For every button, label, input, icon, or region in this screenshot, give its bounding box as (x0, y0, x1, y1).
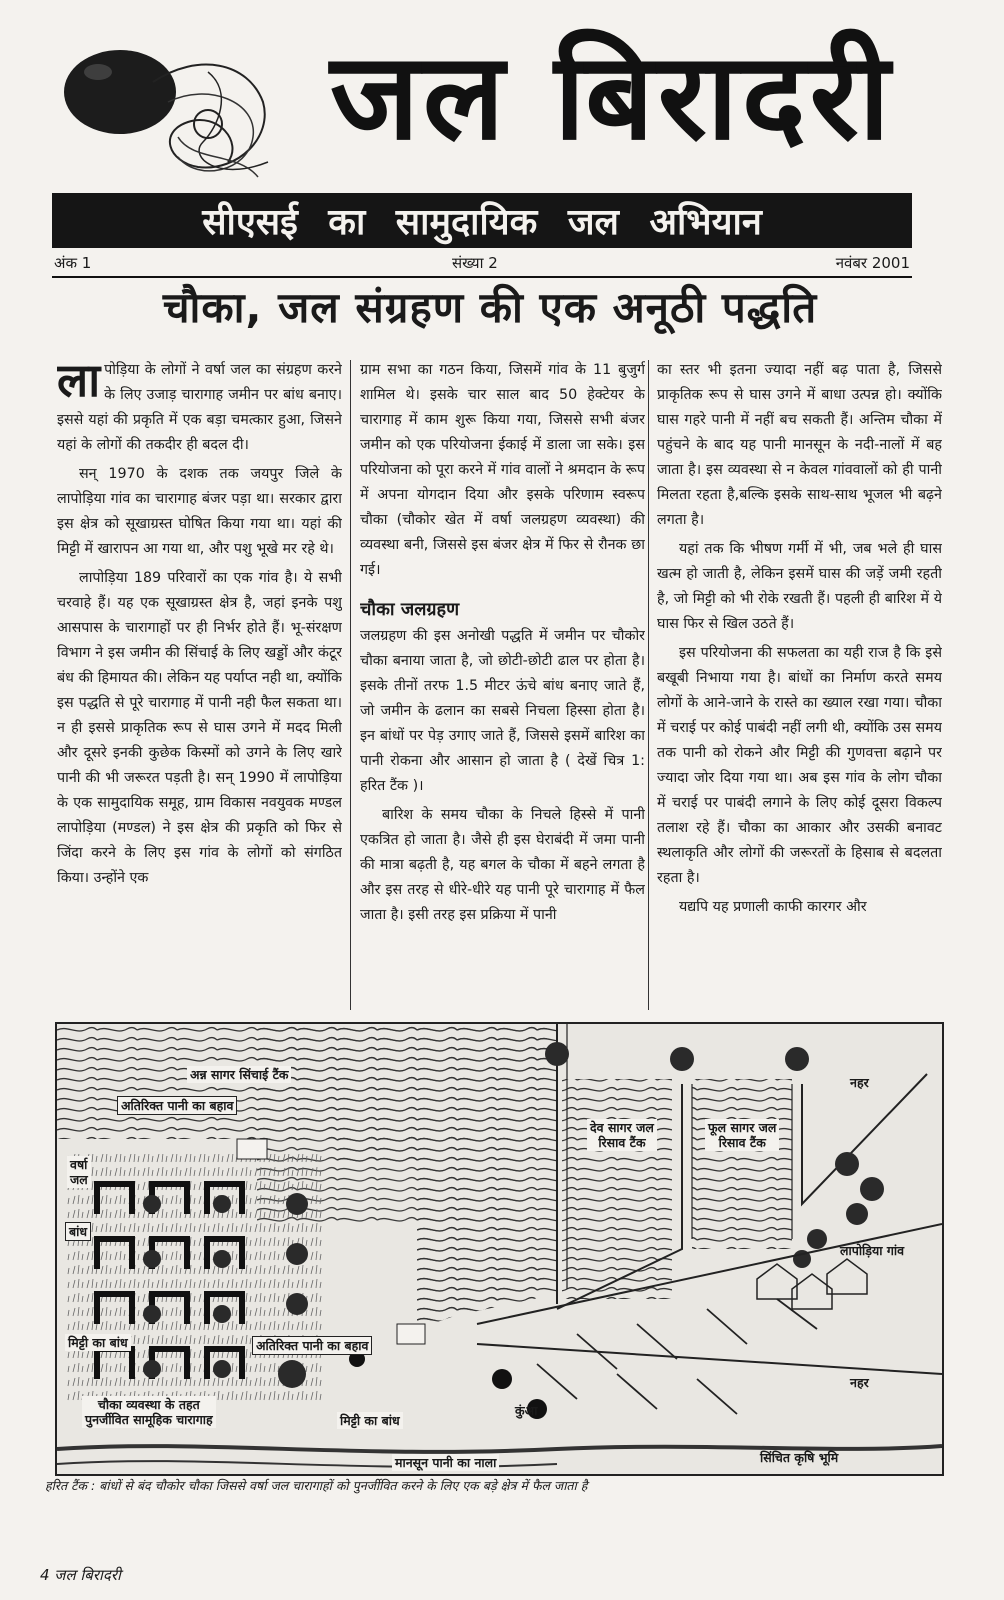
label-overflow-top: अतिरिक्त पानी का बहाव (117, 1096, 237, 1115)
label-dev-sagar: देव सागर जल रिसाव टैंक (587, 1119, 657, 1151)
article-headline: चौका, जल संग्रहण की एक अनूठी पद्धति (162, 283, 818, 332)
label-rain-water: वर्षा जल (67, 1156, 91, 1188)
label-soil-dam-left: मिट्टी का बांध (65, 1334, 131, 1351)
label-canal-bottom: नहर (850, 1375, 869, 1390)
label-bandh: बांध (65, 1222, 91, 1241)
volume-number: अंक 1 (54, 254, 92, 272)
label-phool-sagar: फूल सागर जल रिसाव टैंक (705, 1119, 779, 1151)
issue-info (52, 251, 910, 275)
article-paragraph: बारिश के समय चौका के निचले हिस्से में पानी एकत्रित हो जाता है। जैसे ही इस घेराबंदी में जमा पानी की मात्रा बढ़ती है, यह बगल के चौका में बहने लगता है और इस तरह से धीरे-धीरे यह पानी पूरे चारागाह में फैल जाता है। इसी तरह इस प्रक्रिया में पानी (360, 807, 645, 923)
article-paragraph: का स्तर भी इतना ज्यादा नहीं बढ़ पाता है, जिससे प्राकृतिक रूप से घास उगने में बाधा उत्पन्न हो। क्योंकि घास गहरे पानी में नहीं बच सकती हैं। अन्तिम चौका में पहुंचने के बाद यह पानी मानसून के नदी-नालों में बह जाता है। इस व्यवस्था से न केवल गांववालों को ही पानी मिलता रहता है,बल्कि इसके साथ-साथ भूजल भी बढ़ने लगता है। (657, 362, 942, 528)
article-paragraph: यद्यपि यह प्रणाली काफी कारगर और (679, 899, 867, 915)
article-paragraph: लापोड़िया के लोगों ने वर्षा जल का संग्रहण करने के लिए उजाड़ चारागाह जमीन पर बांध बनाए। इससे यहां की प्रकृति में एक बड़ा चमत्कार हुआ, जिसने यहां के लोगों की तकदीर ही बदल दी। (57, 358, 342, 453)
masthead-title: जल बिरादरी (330, 28, 894, 167)
green-tank-diagram (55, 1022, 944, 1476)
label-monsoon-drain: मानसून पानी का नाला (392, 1454, 499, 1471)
article-paragraph: यहां तक कि भीषण गर्मी में भी, जब भले ही घास खत्म हो जाती है, लेकिन इसमें घास की जड़ें जमी रहती है, जो मिट्टी को भी रोके रखती हैं। पहली ही बारिश में ये घास फिर से खिल उठते हैं। (657, 541, 942, 632)
issue-date: नवंबर 2001 (835, 254, 910, 272)
label-irrigated-land: सिंचित कृषि भूमि (760, 1450, 839, 1465)
page-footer: 4 जल बिरादरी (40, 1566, 121, 1584)
masthead-subtitle-banner: सीएसई का सामुदायिक जल अभियान (52, 193, 912, 248)
label-canal-top: नहर (850, 1075, 869, 1090)
article-column-3 (657, 358, 942, 1013)
label-chauka-grassland: चौका व्यवस्था के तहत पुनर्जीवित सामूहिक चारागाह (82, 1396, 216, 1428)
label-village: लापोड़िया गांव (840, 1243, 905, 1258)
article-paragraph: इस परियोजना की सफलता का यही राज है कि इसे बखूबी निभाया गया है। बांधों का निर्माण करते समय लोगों के आने-जाने के रास्ते का ख्याल रखा गया। चौका में चराई पर कोई पाबंदी नहीं लगी थी, क्योंकि उस समय तक पानी को रोकने और मिट्टी की गुणवत्ता बढ़ाने पर ज्यादा जोर दिया गया था। अब इस गांव के लोग चौका में चराई पर पाबंदी लगाने के लिए कोई दूसरा विकल्प तलाश रहे हैं। चौका का आकार और उसकी बनावट स्थलाकृति और लोगों की जरूरतों के हिसाब से बदलता रहता है। (657, 645, 942, 886)
article-paragraph: ग्राम सभा का गठन किया, जिसमें गांव के 11 बुजुर्ग शामिल थे। इसके चार साल बाद 50 हेक्टेयर के चारागाह में काम शुरू किया गया, जिससे सभी बंजर जमीन को एक परियोजना ईकाई में डाला जा सके। इस परियोजना को पूरा करने में गांव वालों ने श्रमदान के रूप में अपना योगदान दिया और इसके परिणाम स्वरूप चौका (चौकोर खेत में वर्षा जलग्रहण व्यवस्था) की व्यवस्था बनी, जिससे इस बंजर क्षेत्र में फिर से रौनक छा गई। (360, 362, 645, 578)
article-subheading: चौका जलग्रहण (360, 599, 460, 620)
column-divider (350, 360, 351, 1010)
article-paragraph: जलग्रहण की इस अनोखी पद्धति में जमीन पर चौकोर चौका बनाया जाता है, जो छोटी-छोटी ढाल पर होता है। इसके तीनों तरफ 1.5 मीटर ऊंचे बांध बनाए जाते हैं, जो जमीन के ढलान का सबसे निचला हिस्सा होता है। इन बांधों पर पेड़ उगाए जाते हैं, जिससे इसमें बारिश का पानी रोकना और आसान हो जाता है ( देखें चित्र 1: हरित टैंक )। (360, 628, 645, 794)
water-pot-logo-icon (58, 42, 288, 192)
article-paragraph: सन् 1970 के दशक तक जयपुर जिले के लापोड़िया गांव का चारागाह बंजर पड़ा था। सरकार द्वारा इस क्षेत्र को सूखाग्रस्त घोषित किया गया था। यहां की मिट्टी में खारापन आ गया था, और पशु भूखे मर रहे थे। (57, 466, 342, 557)
dropcap: ला (57, 358, 101, 407)
column-divider (648, 360, 649, 1010)
label-well: कुंआ (515, 1403, 538, 1418)
article-column-1 (57, 358, 342, 1013)
label-overflow-mid: अतिरिक्त पानी का बहाव (252, 1336, 372, 1355)
article-paragraph: लापोड़िया 189 परिवारों का एक गांव है। ये सभी चरवाहे हैं। यह एक सूखाग्रस्त क्षेत्र है, जहां इनके पशु आसपास के चारागाहों पर ही निर्भर होते हैं। भू-संरक्षण विभाग ने इस जमीन की सिंचाई के लिए खड्डों और कंटूर बंध की हिमायत की। लेकिन यह पर्याप्त नही था, क्योंकि इस पद्धति से पूरे चारागाह में पानी नही फैल सकता था। न ही इससे प्राकृतिक रूप से घास उगने में मदद मिली और दूसरे इनकी कुछेक किस्मों को उगने के लिए खारे पानी की भी जरूरत पड़ती है। सन् 1990 में लापोड़िया के एक सामुदायिक समूह, ग्राम विकास नवयुवक मण्डल लापोड़िया (मण्डल) ने इस क्षेत्र की प्रकृति को फिर से जिंदा करने के लिए इस गांव के लोगों को संगठित किया। उन्होंने एक (57, 570, 342, 886)
issue-number: संख्या 2 (452, 254, 498, 272)
label-anna-sagar: अन्न सागर सिंचाई टैंक (187, 1066, 291, 1083)
article-column-2 (360, 358, 645, 1013)
label-soil-dam-mid: मिट्टी का बांध (337, 1412, 403, 1429)
figure-caption: हरित टैंक : बांधों से बंद चौकोर चौका जिससे वर्षा जल चारागाहों को पुनर्जीवित करने के लिए एक बड़े क्षेत्र में फैल जाता है (45, 1478, 588, 1493)
